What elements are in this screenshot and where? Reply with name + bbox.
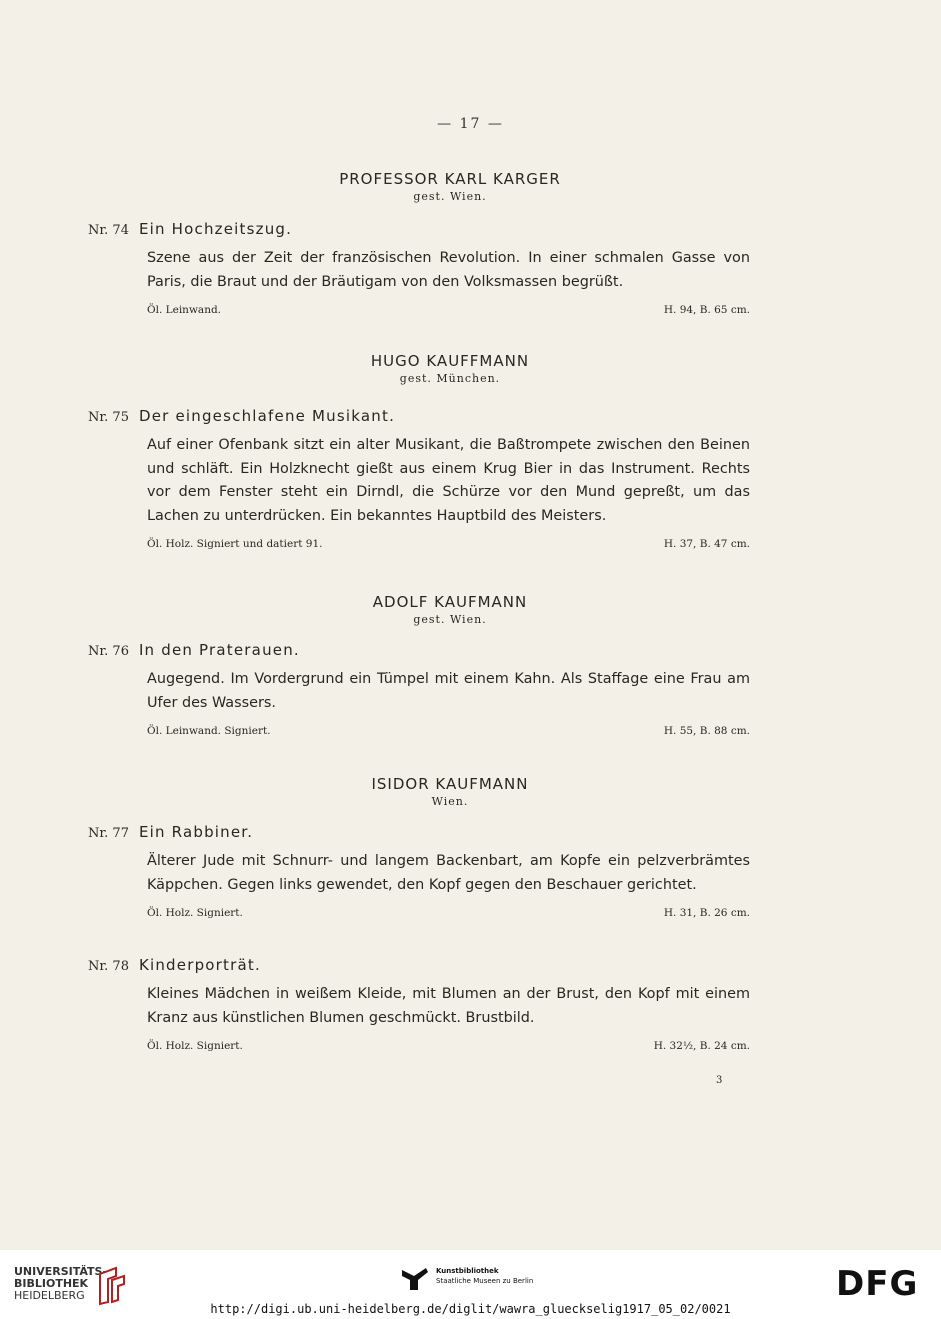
eagle-icon (400, 1266, 430, 1292)
catalog-entry (88, 823, 750, 919)
page-number: — 17 — (437, 116, 504, 132)
entry-description: Auf einer Ofenbank sitzt ein alter Musikant, die Baßtrompete zwischen den Beinen und schläft. Ein Holzknecht gießt aus einem Krug Bier in das Instrument. Rechts vor dem Fenster steht ein Dirndl, die Schürze vor den Mund gepreßt, um das Lachen zu unterdrücken. Ein bekanntes Hauptbild des Meisters. (147, 437, 750, 524)
catalog-entry (88, 641, 750, 737)
entry-size: H. 31, B. 26 cm. (663, 907, 750, 919)
artist-name: ISIDOR KAUFMANN (371, 775, 529, 793)
entry-number: Nr. 76 (88, 644, 129, 659)
catalog-entry (88, 220, 750, 316)
artist-heading (0, 775, 900, 808)
footer-bar (0, 1250, 941, 1319)
entry-number: Nr. 77 (88, 826, 129, 841)
entry-description: Älterer Jude mit Schnurr- und langem Backenbart, am Kopfe ein pelzverbrämtes Käppchen. Gegen links gewendet, den Kopf gegen den Beschauer gerichtet. (147, 853, 750, 893)
entry-description: Kleines Mädchen in weißem Kleide, mit Blumen an der Brust, den Kopf mit einem Kranz aus künstlichen Blumen geschmückt. Brustbild. (147, 986, 750, 1026)
university-library-logo[interactable] (14, 1266, 107, 1302)
entry-title-line (88, 956, 750, 974)
entry-medium: Öl. Holz. Signiert und datiert 91. (147, 538, 323, 550)
entry-title-line (88, 641, 750, 659)
artist-location: gest. Wien. (413, 190, 487, 203)
kunstbibliothek-logo[interactable] (400, 1266, 533, 1286)
entry-number: Nr. 78 (88, 959, 129, 974)
entry-title: Kinderporträt. (138, 956, 261, 974)
entry-meta (147, 304, 750, 316)
entry-meta (147, 1040, 750, 1052)
logo-line: Kunstbibliothek (436, 1267, 499, 1275)
catalog-entry (88, 956, 750, 1052)
entry-medium: Öl. Leinwand. Signiert. (147, 725, 271, 737)
entry-title-line (88, 823, 750, 841)
entry-meta (147, 538, 750, 550)
artist-name: HUGO KAUFFMANN (370, 352, 530, 370)
entry-title: Ein Hochzeitszug. (138, 220, 293, 238)
entry-size: H. 32½, B. 24 cm. (653, 1040, 750, 1052)
entry-title-line (88, 220, 750, 238)
artist-location: gest. München. (399, 372, 501, 385)
logo-line: HEIDELBERG (14, 1289, 85, 1302)
folio-mark: 3 (716, 1075, 723, 1086)
artist-location: gest. Wien. (413, 613, 487, 626)
logo-line: Staatliche Museen zu Berlin (436, 1277, 534, 1285)
artist-heading (0, 352, 900, 385)
library-mark-icon (94, 1266, 130, 1306)
artist-name: PROFESSOR KARL KARGER (339, 170, 561, 188)
entry-meta (147, 725, 750, 737)
entry-title: Ein Rabbiner. (138, 823, 254, 841)
logo-line: BIBLIOTHEK (14, 1277, 89, 1290)
entry-title-line (88, 407, 750, 425)
entry-medium: Öl. Holz. Signiert. (147, 1040, 243, 1052)
entry-number: Nr. 74 (88, 223, 129, 238)
entry-size: H. 94, B. 65 cm. (663, 304, 750, 316)
entry-medium: Öl. Leinwand. (147, 304, 222, 316)
entry-number: Nr. 75 (88, 410, 129, 425)
logo-line: UNIVERSITÄTS- (14, 1265, 108, 1278)
artist-name: ADOLF KAUFMANN (372, 593, 528, 611)
dfg-logo[interactable]: DFG (836, 1264, 919, 1304)
artist-location: Wien. (431, 795, 469, 808)
catalog-entry (88, 407, 750, 550)
entry-title: Der eingeschlafene Musikant. (138, 407, 396, 425)
entry-size: H. 55, B. 88 cm. (663, 725, 750, 737)
entry-size: H. 37, B. 47 cm. (663, 538, 750, 550)
artist-heading (0, 593, 900, 626)
entry-title: In den Praterauen. (138, 641, 300, 659)
artist-heading (0, 170, 900, 203)
entry-description: Szene aus der Zeit der französischen Revolution. In einer schmalen Gasse von Paris, die Braut und der Bräutigam von den Volksmassen begrüßt. (147, 250, 750, 290)
permalink-url[interactable]: http://digi.ub.uni-heidelberg.de/diglit/wawra_glueckselig1917_05_02/0021 (210, 1302, 731, 1316)
entry-meta (147, 907, 750, 919)
entry-description: Augegend. Im Vordergrund ein Tümpel mit einem Kahn. Als Staffage eine Frau am Ufer des Wassers. (147, 671, 750, 711)
entry-medium: Öl. Holz. Signiert. (147, 907, 243, 919)
